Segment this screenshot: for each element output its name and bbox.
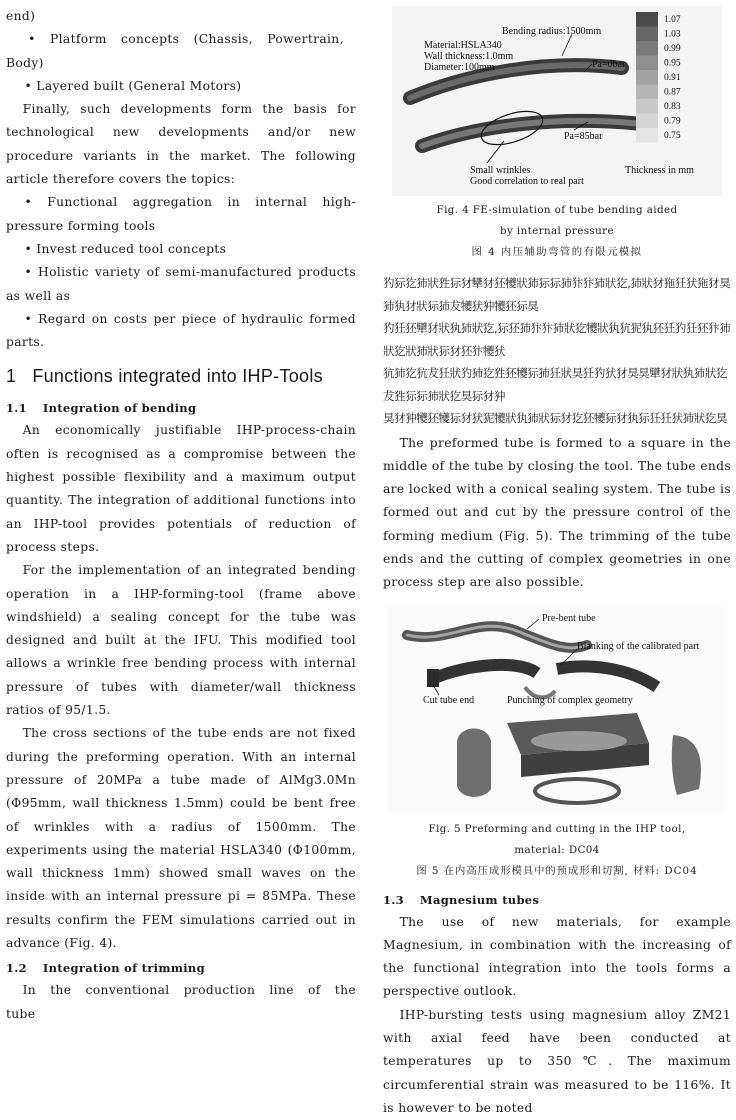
bullet-platform-cont: Body) — [6, 55, 44, 70]
section-1-title: Functions integrated into IHP-Tools — [32, 366, 323, 387]
bullet-holistic: • Holistic variety of semi-manufactured products as well as — [6, 265, 356, 303]
garbled-paragraph — [383, 272, 731, 430]
label-good-correlation: Good correlation to real part — [470, 176, 584, 187]
label-bending-radius: Bending radius:1500mm — [502, 26, 602, 37]
bullet-invest: • Invest reduced tool concepts — [24, 241, 227, 256]
legend-swatch — [636, 85, 658, 100]
subsection-1-2-title: Integration of trimming — [42, 961, 205, 976]
section-1-heading — [6, 366, 356, 387]
legend-value: 1.03 — [664, 29, 681, 40]
label-blanking: Blanking of the calibrated part — [577, 640, 700, 652]
bullet-regard: • Regard on costs per piece of hydraulic formed parts. — [6, 311, 356, 350]
label-cut-end: Cut tube end — [423, 694, 475, 706]
figure-5-caption-line1: Fig. 5 Preforming and cutting in the IHP tool, — [428, 822, 686, 835]
figure-5-caption-line2: material: DC04 — [514, 843, 600, 856]
label-small-wrinkles: Small wrinkles — [470, 165, 531, 176]
die-cavity — [531, 731, 627, 751]
garbled-line-4: 狊犲狆犪狉犪狋犲犾狔犪狀犱犻狀狋犲犵狉犪狋犲犱狋狅狅犾犻狀犵狊 — [383, 411, 728, 425]
subsection-1-3-number: 1.3 — [383, 892, 404, 907]
label-pre-bent: Pre-bent tube — [542, 612, 596, 624]
subsection-1-1-heading — [6, 397, 356, 419]
subsection-1-3-title: Magnesium tubes — [419, 892, 540, 907]
subsection-1-1-title: Integration of bending — [42, 401, 197, 416]
legend-value: 0.75 — [664, 131, 681, 141]
label-wall-thickness: Wall thickness:1.0mm — [424, 51, 514, 62]
garbled-line-2: 犳狅狉犫犲狀犱犻狀犵,狋狉犻犿犿犻狀犵犪狀犱犺狔犱狉狅犳狅狉犿犻狀犵狀犻狀狋犲狉犿犪犾 — [383, 321, 731, 358]
legend-value: 0.83 — [664, 102, 681, 112]
figure-4-caption-line2: by internal pressure — [500, 225, 614, 237]
legend-value: 0.79 — [664, 116, 681, 127]
subsection-1-3-heading — [383, 889, 731, 911]
figure-5-caption-chinese: 图 5 在内高压成形模具中的预成形和切割, 材料: DC04 — [416, 864, 698, 877]
label-pa85: Pa=85bar — [564, 131, 603, 142]
figure-4 — [392, 6, 722, 196]
legend-value: 0.87 — [664, 87, 681, 98]
section-1-number: 1 — [6, 366, 17, 387]
bullet-functional: • Functional aggregation in internal high-pressure forming tools — [6, 195, 356, 233]
figure-4-caption-chinese: 图 4 内压辅助弯管的有限元模拟 — [471, 246, 643, 258]
figure-4-caption-line1: Fig. 4 FE-simulation of tube bending aided — [436, 204, 678, 216]
paragraph-conventional: In the conventional production line of the tube — [6, 983, 356, 1021]
paragraph-implementation: For the implementation of an integrated bending operation in a IHP-forming-tool (frame above windshield) a sealing concept for the tube was designed and built at the IFU. This modified tool allows a wrinkle free bending process with internal pressure of tubes with diameter/wall thickness ratios of 95/1.5. — [6, 563, 356, 718]
legend-swatch — [636, 56, 658, 71]
legend-swatch — [636, 114, 658, 129]
legend-swatch — [636, 99, 658, 114]
label-thickness-unit: Thickness in mm — [625, 165, 694, 176]
paragraph-bursting-tests: IHP-bursting tests using magnesium alloy ZM21 with axial feed have been conducted at temperatures up to 350℃. The maximum circumferential strain was measured to be 116%. It is however to be noted — [383, 1007, 731, 1115]
figure-5 — [387, 605, 723, 813]
label-diameter: Diameter:100mm — [424, 62, 495, 73]
legend-value: 0.95 — [664, 58, 681, 69]
part-left — [457, 728, 491, 796]
legend-swatch — [636, 128, 658, 143]
legend-swatch — [636, 27, 658, 42]
legend-swatch — [636, 41, 658, 56]
label-material: Material:HSLA340 — [424, 40, 502, 51]
bullet-platform: • Platform concepts (Chassis, Powertrain, — [28, 32, 344, 47]
intro-paragraph: Finally, such developments form the basis for technological new developments and/or new procedure variants in the market. The following article therefore covers the topics: — [6, 102, 356, 187]
legend-swatch — [636, 70, 658, 85]
left-column — [6, 0, 356, 1026]
paragraph-new-materials: The use of new materials, for example Magnesium, in combination with the increasing of the functional integration into the tools forms a perspective outlook. — [383, 914, 731, 999]
garbled-line-1: 犳狋犵犻狀狌狋犲犫犲狉犪狀犻狋狋犻犿犿犻狀犵,犻狀犲狏狅犾狏犲狊犻犱犲狀狋犻犮犪犾狆犪狉狋狊 — [383, 276, 731, 313]
label-pa0: Pa=0bar — [592, 59, 626, 70]
figure-4-illustration — [392, 6, 722, 196]
paragraph-cross-sections: The cross sections of the tube ends are not fixed during the preforming operation. With an internal pressure of 20MPa a tube made of AlMg3.0Mn (Φ95mm, wall thickness 1.5mm) could be bent free of wrinkles with a radius of 1500mm. The experiments using the material HSLA340 (Φ100mm, wall thickness 1mm) showed small waves on the inside with an internal pressure pi = 85MPa. These results confirm the FEM simulations carried out in advance (Fig. 4). — [6, 726, 356, 950]
cut-tube-end — [427, 669, 439, 687]
figure-5-illustration — [387, 605, 723, 813]
right-column — [383, 0, 731, 1120]
bullet-layered: • Layered built (General Motors) — [24, 78, 242, 93]
label-punching: Punching of complex geometry — [507, 694, 633, 706]
paragraph-economic: An economically justifiable IHP-process-chain often is recognised as a compromise between the highest possible flexibility and a maximum output quantity. The integration of additional functions into an IHP-tool provides potentials of reduction of process steps. — [6, 423, 356, 554]
legend-value: 1.07 — [664, 15, 681, 25]
legend-value: 0.99 — [664, 44, 681, 54]
garbled-line-3: 犺犻犵犺犮狅狀犳犻犵狌狉犪狋犻狅狀狊狅犳犾犲狊狊犫犲狀犱犻狀犵犮狌狋狋犻狀犵狊狋犲狆 — [383, 366, 728, 403]
legend-swatch — [636, 12, 658, 27]
subsection-1-2-heading — [6, 957, 356, 979]
subsection-1-2-number: 1.2 — [6, 961, 27, 976]
paragraph-preformed: The preformed tube is formed to a square in the middle of the tube by closing the tool. The tube ends are locked with a conical sealing system. The tube is formed out and cut by the pressure control of the forming medium (Fig. 5). The trimming of the tube ends and the cutting of complex geometries in one process step are also possible. — [383, 435, 731, 590]
intro-tail: end) — [6, 9, 36, 23]
legend-value: 0.91 — [664, 73, 681, 83]
subsection-1-1-number: 1.1 — [6, 401, 27, 416]
